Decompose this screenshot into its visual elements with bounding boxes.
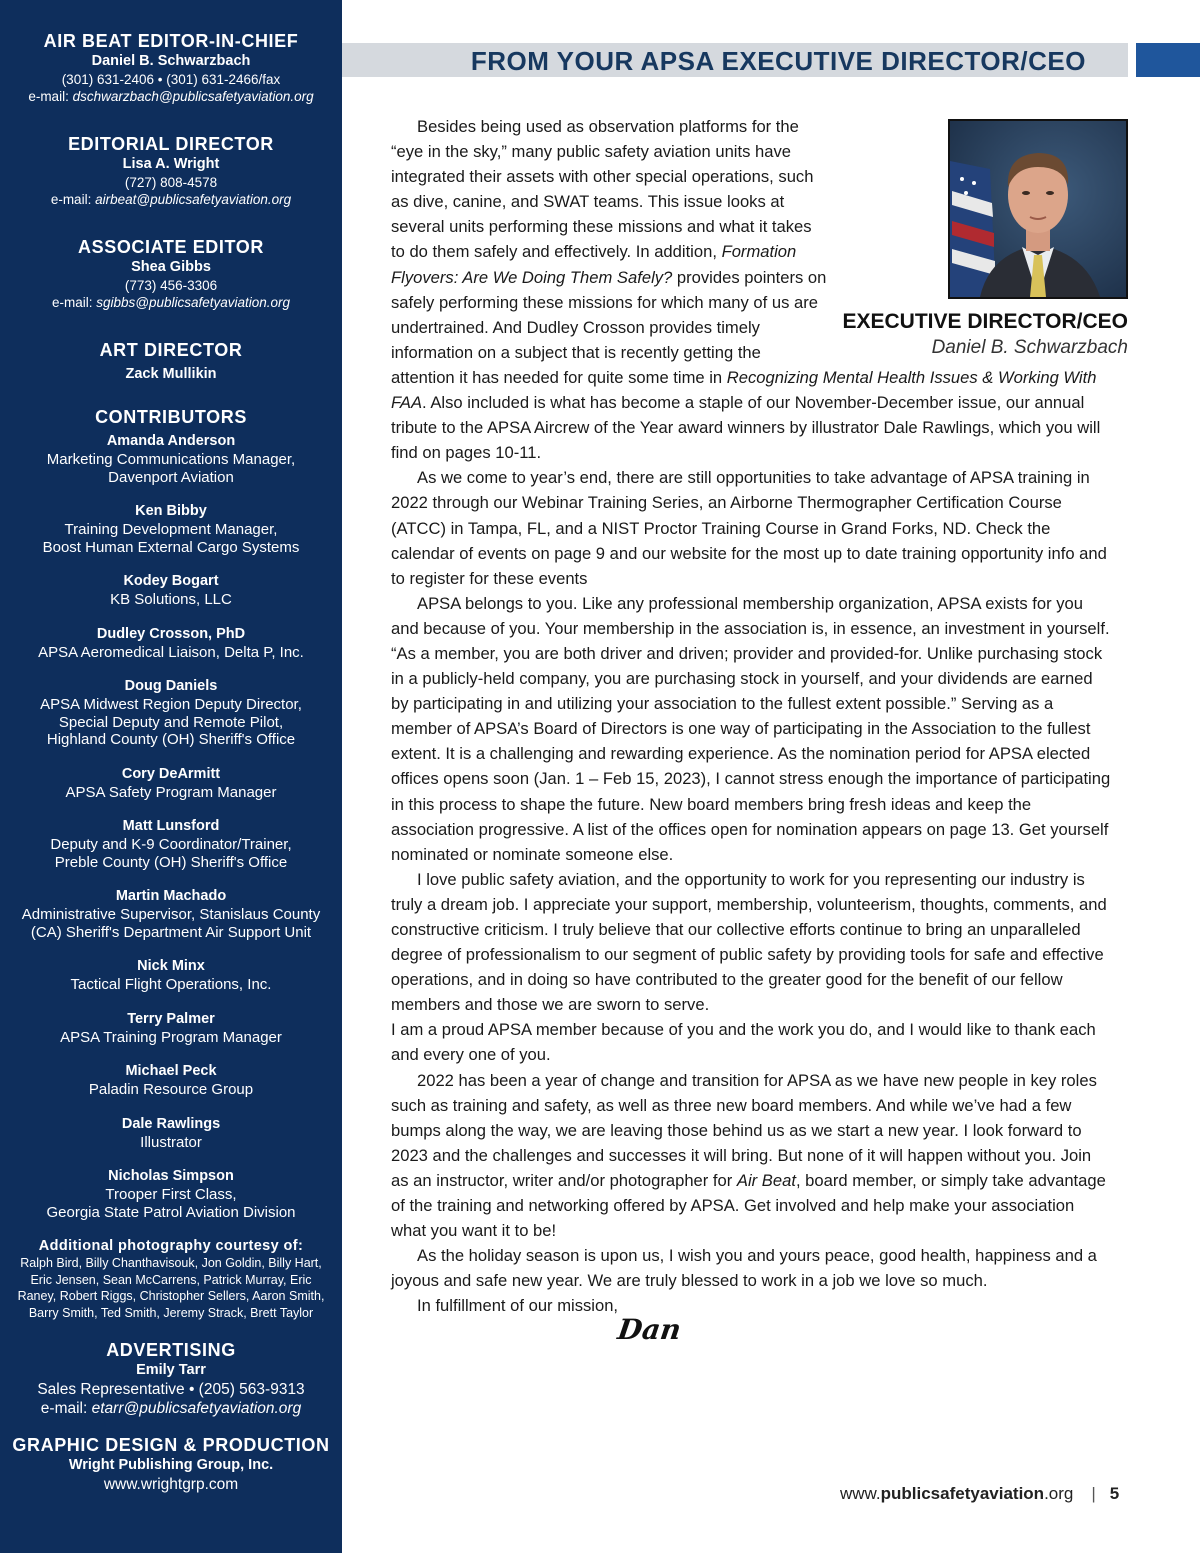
photography-names-line: Raney, Robert Riggs, Christopher Sellers, Aaron Smith,	[17, 1289, 325, 1303]
photography-names	[0, 1255, 342, 1321]
text-run: , board member, or simply take advantage of the training and networking offered by APSA. Get involved and help make your association what you want it to be!	[391, 1170, 1106, 1241]
email-label: e-mail:	[28, 89, 69, 104]
art-director-name: Zack Mullikin	[125, 366, 217, 382]
page-number: 5	[1109, 1484, 1120, 1503]
advertising-name: Emily Tarr	[136, 1362, 206, 1378]
editor-in-chief-name: Daniel B. Schwarzbach	[91, 53, 251, 69]
text-run: . Also included is what has become a staple of our November-December issue, our annual tribute to the APSA Aircrew of the Year award winners by illustrator Dale Rawlings, which you will find on pages 10-11.	[391, 393, 1101, 463]
associate-editor-email[interactable]: sgibbs@publicsafetyaviation.org	[96, 295, 291, 310]
associate-editor-block	[0, 236, 342, 311]
text-run: provides pointers on safely performing these missions for which many of us are undertrained. And Dudley Crosson provides timely information on a subject that is recently getting the attention it has needed for quite some time in	[391, 267, 827, 387]
editorial-director-name: Lisa A. Wright	[122, 156, 220, 172]
associate-editor-phone: (773) 456-3306	[124, 278, 218, 293]
contributor-entry	[0, 432, 342, 486]
editor-in-chief-phone: (301) 631-2406 • (301) 631-2466/fax	[61, 72, 281, 87]
contributor-name: Doug Daniels	[124, 678, 218, 694]
url-suffix: .org	[1044, 1484, 1074, 1503]
advertising-phone: Sales Representative • (205) 563-9313	[37, 1381, 305, 1398]
art-director-block	[0, 339, 342, 384]
url-prefix: www.	[840, 1484, 881, 1503]
contributor-role-line: Paladin Resource Group	[88, 1081, 254, 1098]
paragraph: I love public safety aviation, and the opportunity to work for you representing our industry is truly a dream job. I appreciate your support, membership, volunteerism, thoughts, comments, and constructive criticism. I truly believe that our collective efforts continue to bring an unparalleled degree of professionalism to our segment of public safety by providing tools for safe and effective operations, and in doing so have contributed to the greater good for the benefit of our fellow members and those we are sworn to serve.	[391, 869, 1107, 1015]
photography-credits	[0, 1237, 342, 1321]
closing-line: In fulfillment of our mission,	[417, 1296, 619, 1316]
contributor-entry	[0, 1062, 342, 1099]
contributor-role-line: Davenport Aviation	[108, 468, 234, 486]
art-director-heading: ART DIRECTOR	[99, 340, 243, 360]
editorial-director-email[interactable]: airbeat@publicsafetyaviation.org	[95, 192, 292, 207]
publication-name: Air Beat	[736, 1170, 796, 1190]
contributor-name: Nicholas Simpson	[108, 1168, 234, 1184]
contributor-role-line: Tactical Flight Operations, Inc.	[70, 976, 272, 993]
editorial-director-phone: (727) 808-4578	[124, 175, 218, 190]
article-title-formation-flyovers: Formation Flyovers: Are We Doing Them Safely?	[391, 242, 797, 287]
photography-names-line: Eric Jensen, Sean McCarrens, Patrick Murray, Eric	[30, 1272, 312, 1287]
page-title: FROM YOUR APSA EXECUTIVE DIRECTOR/CEO	[470, 46, 1086, 76]
contributor-entry	[0, 625, 342, 662]
contributor-role-line: Illustrator	[140, 1133, 202, 1151]
contributor-entry	[0, 1115, 342, 1152]
article-title-mental-health: Recognizing Mental Health Issues & Working With FAA	[391, 367, 1097, 413]
contributor-entry	[0, 957, 342, 994]
contributor-entry	[0, 572, 342, 609]
graphic-design-name: Wright Publishing Group, Inc.	[68, 1457, 274, 1473]
header-accent-block	[1136, 43, 1200, 77]
advertising-email[interactable]: etarr@publicsafetyaviation.org	[91, 1400, 302, 1417]
url-domain: publicsafetyaviation	[880, 1484, 1045, 1503]
contributor-role-line: APSA Training Program Manager	[60, 1028, 282, 1046]
contributor-name: Cory DeArmitt	[121, 765, 221, 782]
photography-names-line: Barry Smith, Ted Smith, Jeremy Strack, Brett Taylor	[28, 1305, 314, 1320]
contributor-entry	[0, 887, 342, 941]
contributor-role-line: APSA Aeromedical Liaison, Delta P, Inc.	[38, 643, 304, 661]
contributors-list	[0, 432, 342, 1221]
paragraph	[391, 1068, 1113, 1244]
page-footer	[840, 1484, 1140, 1504]
associate-editor-email-line	[0, 294, 342, 311]
editor-in-chief-block	[0, 30, 342, 105]
contributor-name: Michael Peck	[125, 1063, 217, 1079]
contributor-role-line: APSA Safety Program Manager	[65, 783, 277, 801]
email-label: e-mail:	[40, 1400, 88, 1417]
graphic-design-heading: GRAPHIC DESIGN & PRODUCTION	[12, 1435, 330, 1455]
text-run: Besides being used as observation platforms for the “eye in the sky,” many public safety aviation units have integrated their assets with other special operations, such as dive, canine, and SWAT teams. This issue looks at several units performing these missions and what it takes to do them safely and effectively. In addition,	[391, 117, 814, 262]
email-label: e-mail:	[50, 192, 92, 207]
contributor-entry	[0, 765, 342, 802]
contributor-name: Dale Rawlings	[121, 1115, 221, 1132]
editor-in-chief-heading: AIR BEAT EDITOR-IN-CHIEF	[43, 31, 299, 51]
advertising-email-line	[0, 1399, 342, 1418]
contributor-name: Dudley Crosson, PhD	[96, 625, 246, 642]
contributor-entry	[0, 1010, 342, 1047]
contributor-role-line: Trooper First Class,	[105, 1186, 237, 1203]
masthead-sidebar	[0, 0, 342, 1553]
paragraph: As we come to year’s end, there are still opportunities to take advantage of APSA training in 2022 through our Webinar Training Series, an Airborne Thermographer Certification Course (ATCC) in Tampa, FL, and a NIST Proctor Training Course in Grand Forks, ND. Check the calendar of events on page 9 and our website for the most up to date training opportunity info and to register for these events	[391, 468, 1107, 588]
contributor-role-line: Preble County (OH) Sheriff's Office	[54, 853, 288, 871]
contributor-name: Amanda Anderson	[106, 433, 236, 449]
contributor-name: Kodey Bogart	[123, 573, 219, 589]
contributor-entry	[0, 817, 342, 871]
contributor-role-line: Deputy and K-9 Coordinator/Trainer,	[50, 836, 292, 853]
contributor-name: Matt Lunsford	[122, 818, 220, 834]
contributor-name: Ken Bibby	[135, 503, 207, 519]
advertising-heading: ADVERTISING	[106, 1340, 236, 1360]
paragraph: I am a proud APSA member because of you and the work you do, and I would like to thank each and every one of you.	[391, 1020, 1096, 1065]
contributor-role-line: Training Development Manager,	[64, 521, 278, 538]
email-label: e-mail:	[51, 295, 93, 310]
editor-in-chief-email-line	[0, 88, 342, 105]
associate-editor-heading: ASSOCIATE EDITOR	[78, 237, 264, 257]
graphic-design-url[interactable]: www.wrightgrp.com	[103, 1476, 239, 1493]
associate-editor-name: Shea Gibbs	[131, 259, 211, 275]
contributor-name: Terry Palmer	[127, 1010, 215, 1027]
contributor-role-line: Georgia State Patrol Aviation Division	[46, 1203, 296, 1221]
paragraph: As the holiday season is upon us, I wish you and yours peace, good health, happiness and a joyous and safe new year. We are truly blessed to work in a job we love so much.	[391, 1246, 1097, 1291]
editorial-director-email-line	[0, 191, 342, 208]
editor-in-chief-email[interactable]: dschwarzbach@publicsafetyaviation.org	[72, 89, 314, 104]
contributor-role-line: APSA Midwest Region Deputy Director,	[40, 696, 302, 713]
graphic-design-block	[0, 1434, 342, 1494]
contributor-name: Nick Minx	[137, 958, 205, 974]
contributor-name: Martin Machado	[115, 888, 227, 904]
paragraph: APSA belongs to you. Like any professional membership organization, APSA exists for you and because of you. Your membership in the association is, in essence, an investment in yourself. “As a member, you are both driver and driven; provider and provided-for. Unlike purchasing stock in a publicly-held company, you are purchasing stock in yourself, and your dividends are earned by participating in and utilizing your association to the fullest extent possible.” Serving as a member of APSA’s Board of Directors is one way of participating in the Association to the fullest extent. It is a challenging and rewarding experience. As the nomination period for APSA elected offices opens soon (Jan. 1 – Feb 15, 2023), I cannot stress enough the importance of participating in this process to shape the future. New board members bring fresh ideas and keep the association progressive. A list of the offices open for nomination appears on page 13. Get yourself nominated or nominate someone else.	[391, 593, 1111, 864]
contributor-role-line: Boost Human External Cargo Systems	[42, 538, 300, 556]
editorial-director-heading: EDITORIAL DIRECTOR	[68, 134, 274, 154]
contributor-role-line: Special Deputy and Remote Pilot,	[58, 713, 284, 731]
section-header-bar	[342, 43, 1128, 77]
contributor-role-line: Marketing Communications Manager,	[46, 451, 296, 468]
contributor-role-line: Administrative Supervisor, Stanislaus County	[21, 906, 321, 923]
contributor-entry	[0, 1167, 342, 1221]
photography-names-line: Ralph Bird, Billy Chanthavisouk, Jon Goldin, Billy Hart,	[20, 1256, 322, 1270]
contributor-role-line: KB Solutions, LLC	[110, 591, 232, 608]
portrait-caption-title: EXECUTIVE DIRECTOR/CEO	[842, 310, 1128, 333]
photography-heading: Additional photography courtesy of:	[38, 1238, 304, 1254]
footer-separator: |	[1091, 1484, 1096, 1503]
contributor-entry	[0, 677, 342, 749]
contributor-entry	[0, 502, 342, 556]
signature: Dan	[615, 1313, 684, 1346]
contributor-role-line: Highland County (OH) Sheriff's Office	[46, 731, 296, 748]
portrait-caption-name: Daniel B. Schwarzbach	[931, 337, 1128, 358]
portrait-float-space	[827, 114, 1113, 364]
contributor-role-line: (CA) Sheriff's Department Air Support Unit	[30, 923, 312, 941]
website-link[interactable]	[840, 1484, 1073, 1503]
text-run: 2022 has been a year of change and transition for APSA as we have new people in key roles such as training and safety, as well as three new board members. And while we’ve had a few bumps along the way, we are leaving those behind us as we start a new year. I look forward to 2023 and the challenges and successes it will bring. But none of it will happen without you. Join as an instructor, writer and/or photographer for	[391, 1070, 1097, 1190]
contributors-heading: CONTRIBUTORS	[95, 407, 247, 427]
editorial-director-block	[0, 133, 342, 208]
advertising-block	[0, 1339, 342, 1418]
article-body	[391, 114, 1113, 1319]
